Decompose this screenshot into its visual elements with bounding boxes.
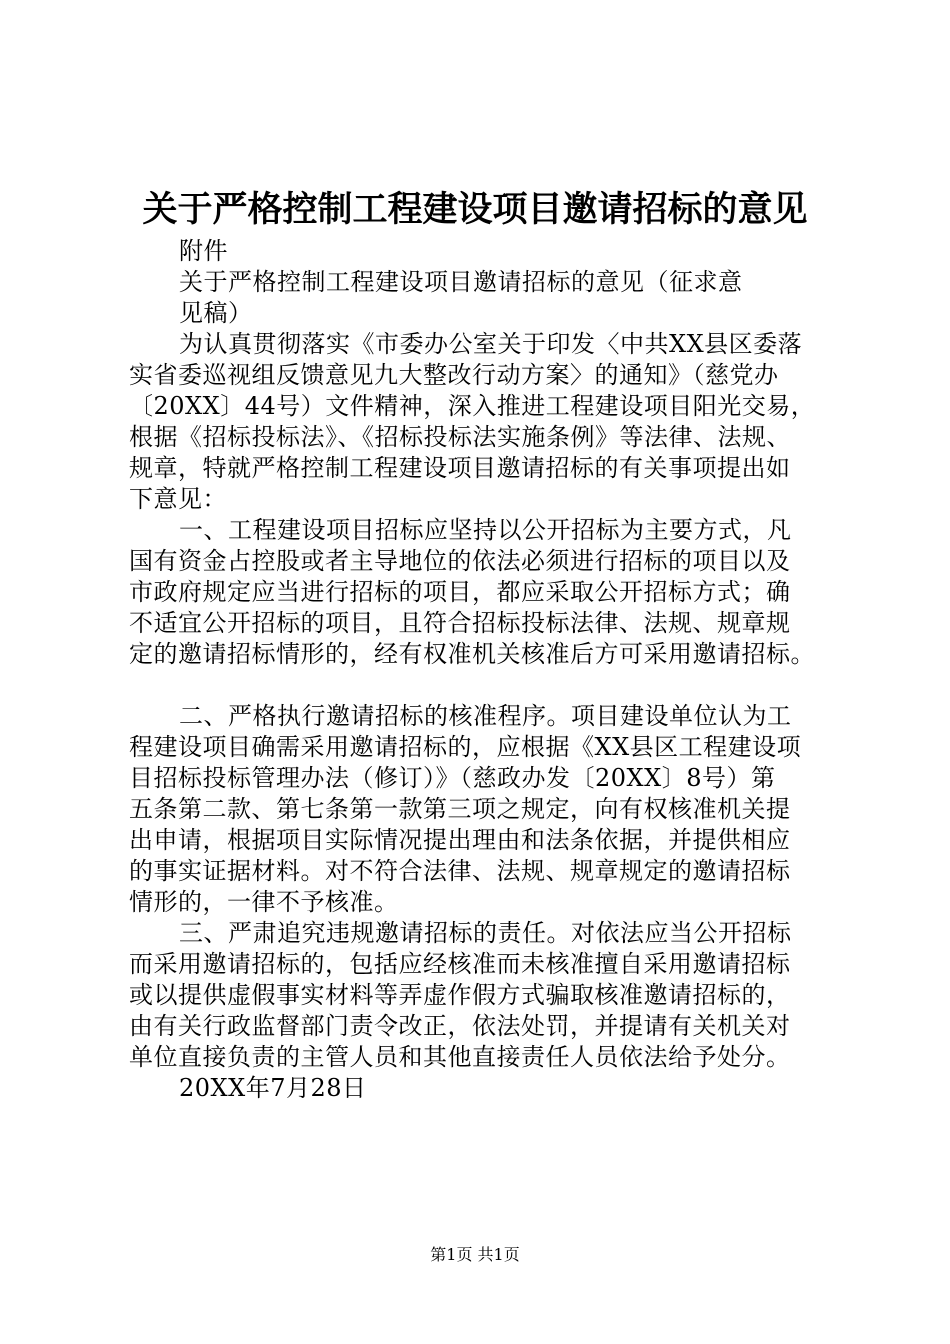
section-2-line-1: 二、严格执行邀请招标的核准程序。项目建设单位认为工 — [179, 702, 792, 730]
section-3-line-2: 而采用邀请招标的，包括应经核准而未核准擅自采用邀请招标 — [129, 950, 791, 978]
attachment-label: 附件 — [179, 237, 228, 265]
section-1-line-5: 定的邀请招标情形的，经有权准机关核准后方可采用邀请招标。 — [129, 640, 815, 668]
intro-line-5: 规章，特就严格控制工程建设项目邀请招标的有关事项提出如 — [129, 454, 791, 482]
intro-line-4: 根据《招标投标法》、《招标投标法实施条例》等法律、法规、 — [129, 423, 791, 451]
blank-line — [129, 670, 855, 701]
section-1-line-3: 市政府规定应当进行招标的项目，都应采取公开招标方式；确 — [129, 578, 791, 606]
section-3-line-4: 由有关行政监督部门责令改正，依法处罚，并提请有关机关对 — [129, 1012, 791, 1040]
section-2-line-4: 五条第二款、第七条第一款第三项之规定，向有权核准机关提 — [129, 795, 791, 823]
subtitle-line-2: 见稿） — [179, 299, 253, 327]
section-2-line-7: 情形的，一律不予核准。 — [129, 888, 399, 916]
section-2-line-3: 目招标投标管理办法（修订）》（慈政办发〔20XX〕8号）第 — [129, 764, 776, 792]
section-1-line-1: 一、工程建设项目招标应坚持以公开招标为主要方式，凡 — [179, 516, 792, 544]
intro-line-6: 下意见： — [129, 485, 227, 513]
intro-line-3: 〔20XX〕44号）文件精神，深入推进工程建设项目阳光交易， — [129, 392, 816, 420]
subtitle-line-1: 关于严格控制工程建设项目邀请招标的意见（征求意 — [179, 268, 743, 296]
section-2-line-6: 的事实证据材料。对不符合法律、法规、规章规定的邀请招标 — [129, 857, 791, 885]
section-1-line-2: 国有资金占控股或者主导地位的依法必须进行招标的项目以及 — [129, 547, 791, 575]
section-2-line-5: 出申请，根据项目实际情况提出理由和法条依据，并提供相应 — [129, 826, 791, 854]
document-title: 关于严格控制工程建设项目邀请招标的意见 — [142, 189, 808, 230]
intro-line-2: 实省委巡视组反馈意见九大整改行动方案〉的通知》（慈党办 — [129, 361, 779, 389]
section-1-line-4: 不适宜公开招标的项目，且符合招标投标法律、法规、规章规 — [129, 609, 791, 637]
section-3-line-1: 三、严肃追究违规邀请招标的责任。对依法应当公开招标 — [179, 919, 792, 947]
document-body — [129, 236, 855, 1104]
intro-line-1: 为认真贯彻落实《市委办公室关于印发〈中共XX县区委落 — [179, 330, 803, 358]
document-date: 20XX年7月28日 — [179, 1074, 367, 1102]
page-number-footer: 第1页 共1页 — [430, 1245, 520, 1264]
section-3-line-3: 或以提供虚假事实材料等弄虚作假方式骗取核准邀请招标的， — [129, 981, 791, 1009]
section-2-line-2: 程建设项目确需采用邀请招标的，应根据《XX县区工程建设项 — [129, 733, 802, 761]
section-3-line-5: 单位直接负责的主管人员和其他直接责任人员依法给予处分。 — [129, 1043, 791, 1071]
